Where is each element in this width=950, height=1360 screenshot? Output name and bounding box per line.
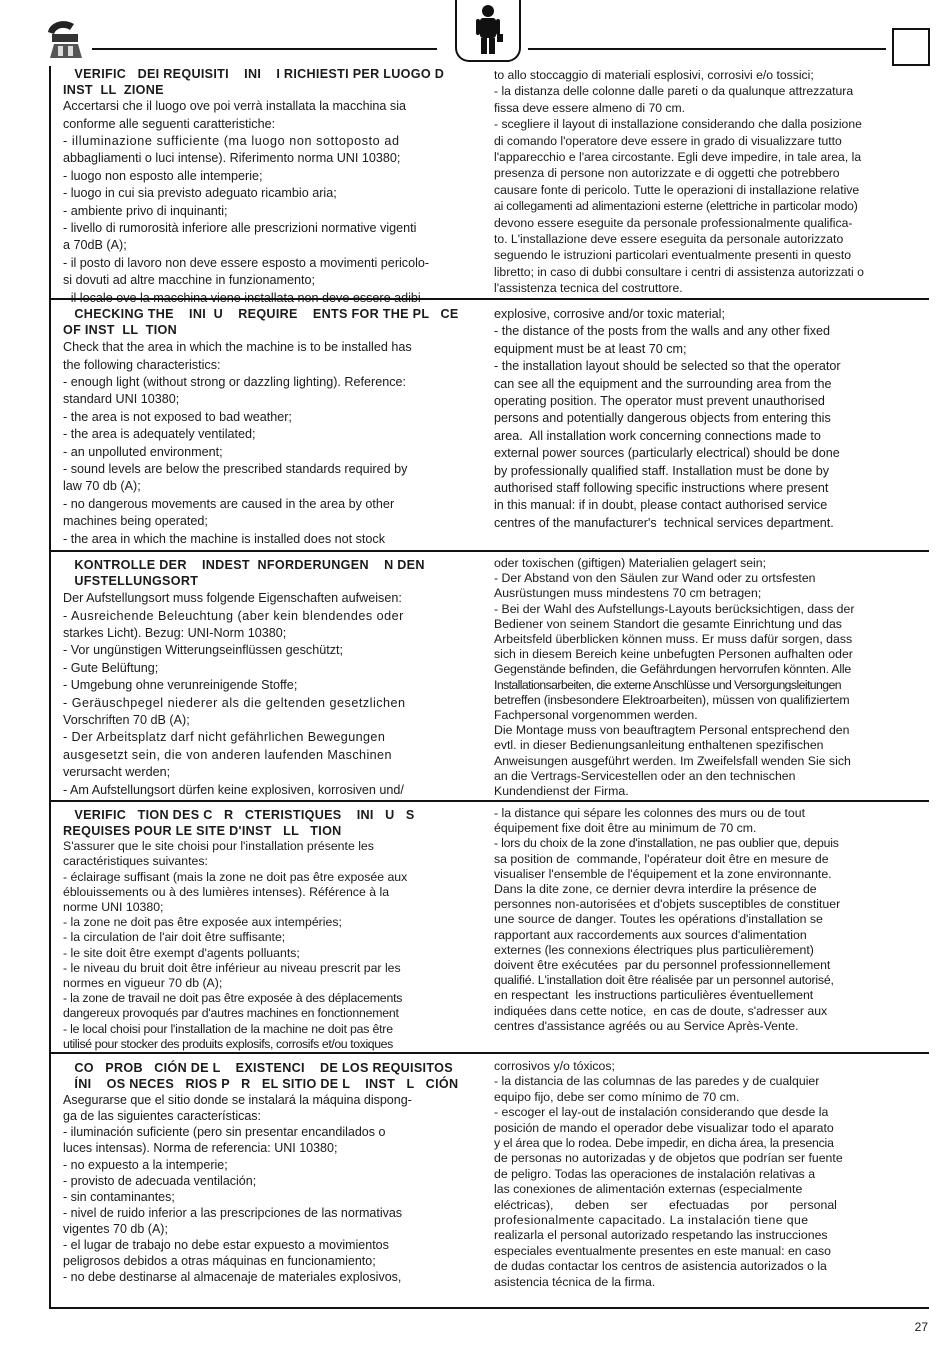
text-line: fissa deve essere almeno di 70 cm. bbox=[494, 100, 686, 115]
section-english-left-column bbox=[63, 307, 483, 548]
text-line: - Gute Belüftung; bbox=[63, 660, 159, 675]
text-line: centres of the manufacturer's technical services department. bbox=[494, 515, 834, 530]
text-line: - la circulation de l'air doit être suffisante; bbox=[63, 930, 286, 945]
text-line: - éclairage suffisant (mais la zone ne doit pas être exposée aux bbox=[63, 869, 408, 884]
text-line: devono essere eseguite da personale professionalmente qualifica- bbox=[494, 215, 853, 230]
text-line: - the installation layout should be selected so that the operator bbox=[494, 359, 841, 374]
text-line: - Der Arbeitsplatz darf nicht gefährlichen Bewegungen bbox=[63, 730, 386, 745]
section-german-right-column bbox=[494, 556, 914, 799]
text-line: seguendo le istruzioni particolari eventualmente presenti in questo bbox=[494, 248, 852, 263]
text-line: - Vor ungünstigen Witterungseinflüssen geschützt; bbox=[63, 643, 344, 658]
text-line: - provisto de adecuada ventilación; bbox=[63, 1173, 257, 1188]
section-title: VERIFIC DEI REQUISITI INI I RICHIESTI PER LUOGO D bbox=[63, 67, 445, 81]
brand-logo-icon bbox=[44, 18, 88, 62]
text-line: doivent être exécutées par du personnel professionnellement bbox=[494, 958, 831, 973]
text-line: - the area is not exposed to bad weather; bbox=[63, 409, 292, 424]
text-line: - enough light (without strong or dazzling lighting). Reference: bbox=[63, 375, 407, 389]
text-line: - sound levels are below the prescribed standards required by bbox=[63, 462, 408, 477]
text-line: Check that the area in which the machine is to be installed has bbox=[63, 340, 412, 355]
text-line: visualiser l'ensemble de l'équipement et la zone environnante. bbox=[494, 866, 832, 881]
text-line: causare fonte di pericolo. Tutte le operazioni di installazione relative bbox=[494, 182, 860, 197]
text-line: explosive, corrosive and/or toxic material; bbox=[494, 307, 725, 321]
text-line: Vorschriften 70 dB (A); bbox=[63, 713, 190, 728]
text-line: sich in diesem Bereich keine unbefugten Personen aufhalten oder bbox=[494, 647, 853, 662]
section-title: CHECKING THE INI U REQUIRE ENTS FOR THE PL CE bbox=[63, 307, 459, 321]
text-line: S'assurer que le site choisi pour l'installation présente les bbox=[63, 839, 374, 854]
text-line: - lors du choix de la zone d'installation, ne pas oublier que, depuis bbox=[494, 836, 839, 851]
text-line: eléctricas), deben ser efectuadas por personal bbox=[494, 1197, 837, 1212]
text-line: Ausrüstungen muss mindestens 70 cm betragen; bbox=[494, 586, 762, 601]
text-line: external power sources (particularly electrical) should be done bbox=[494, 446, 840, 461]
text-line: Asegurarse que el sitio donde se instalará la máquina dispong- bbox=[63, 1093, 412, 1108]
text-line: indiquées dans cette notice, en cas de doute, s'adresser aux bbox=[494, 1003, 828, 1018]
text-line: l'assistenza tecnica del costruttore. bbox=[494, 281, 683, 296]
language-flag-box bbox=[892, 28, 930, 66]
section-french bbox=[51, 802, 929, 1052]
text-line: - Ausreichende Beleuchtung (aber kein blendendes oder bbox=[63, 608, 404, 623]
text-line: the following characteristics: bbox=[63, 357, 221, 372]
header-rule-left bbox=[92, 48, 437, 50]
text-line: caractéristiques suivantes: bbox=[63, 854, 208, 869]
text-line: utilisé pour stocker des produits explosifs, corrosifs et/ou toxiques bbox=[63, 1036, 393, 1051]
section-title: KONTROLLE DER INDEST NFORDERUNGEN N DEN bbox=[63, 558, 425, 572]
text-line: - la zone de travail ne doit pas être exposée à des déplacements bbox=[63, 991, 403, 1006]
text-line: - scegliere il layout di installazione considerando che dalla posizione bbox=[494, 117, 862, 132]
text-line: abbagliamenti o luci intense). Riferimento norma UNI 10380; bbox=[63, 151, 401, 166]
text-line: de personas no autorizadas y de objetos que podrían ser fuente bbox=[494, 1151, 843, 1166]
text-line: realizarla el personal autorizado respetando las instrucciones bbox=[494, 1228, 828, 1243]
text-line: ga de las siguientes características: bbox=[63, 1109, 262, 1124]
text-line: qualifié. L'installation doit être réalisée par un personnel autorisé, bbox=[494, 973, 834, 988]
text-line: - la distanza delle colonne dalle pareti o da qualunque attrezzatura bbox=[494, 84, 854, 99]
text-line: - Der Abstand von den Säulen zur Wand oder zu ortsfesten bbox=[494, 571, 816, 586]
text-line: las conexiones de alimentación externas (especialmente bbox=[494, 1182, 803, 1197]
text-line: profesionalmente capacitado. La instalación tiene que bbox=[494, 1213, 809, 1228]
text-line: Dans la dite zone, ce dernier devra interdire la présence de bbox=[494, 882, 817, 897]
text-line: centres d'assistance agréés ou au Service Après-Vente. bbox=[494, 1018, 799, 1033]
section-title: VERIFIC TION DES C R CTERISTIQUES INI U S bbox=[63, 808, 415, 822]
text-line: authorised staff following specific instructions where present bbox=[494, 481, 829, 496]
text-line: si dovuti ad altre macchine in funzionamento; bbox=[63, 273, 316, 288]
text-line: externes (les connexions électriques plus particulièrement) bbox=[494, 942, 814, 957]
text-line: persons and potentially dangerous objects from entering this bbox=[494, 411, 831, 426]
text-line: corrosivos y/o tóxicos; bbox=[494, 1059, 615, 1073]
text-line: - la zone ne doit pas être exposée aux intempéries; bbox=[63, 915, 342, 930]
text-line: area. All installation work concerning connections made to bbox=[494, 428, 821, 443]
text-line: Bediener von seinem Standort die gesamte Einrichtung und das bbox=[494, 616, 842, 631]
text-line: ausgesetzt sein, die von anderen laufenden Maschinen bbox=[63, 747, 392, 762]
text-line: rapportant aux raccordements aux sources d'alimentation bbox=[494, 927, 807, 942]
text-line: machines being operated; bbox=[63, 514, 208, 529]
text-line: en respectant les instructions particulières éventuellement bbox=[494, 988, 814, 1003]
text-line: - Am Aufstellungsort dürfen keine explosiven, korrosiven und/ bbox=[63, 782, 404, 797]
text-line: - il posto di lavoro non deve essere esposto a movimenti pericolo- bbox=[63, 255, 430, 270]
text-line: - the area in which the machine is installed does not stock bbox=[63, 531, 386, 546]
text-line: especiales eventualmente presentes en este manual: en caso bbox=[494, 1243, 832, 1258]
text-line: di comando l'operatore deve essere in grado di visualizzare tutto bbox=[494, 133, 842, 148]
text-line: verursacht werden; bbox=[63, 765, 171, 780]
text-line: Kundendienst der Firma. bbox=[494, 784, 629, 799]
text-line: standard UNI 10380; bbox=[63, 392, 180, 407]
page-number: 27 bbox=[914, 1320, 928, 1334]
text-line: - an unpolluted environment; bbox=[63, 444, 223, 459]
text-line: to allo stoccaggio di materiali esplosivi, corrosivi e/o tossici; bbox=[494, 68, 814, 82]
text-line: - the area is adequately ventilated; bbox=[63, 427, 256, 442]
text-line: Arbeitsfeld überblicken können muss. Er muss dafür sorgen, dass bbox=[494, 632, 853, 647]
text-line: ai collegamenti ad alimentazioni esterne (elettriche in particolar modo) bbox=[494, 199, 858, 214]
operator-figure-icon bbox=[455, 0, 521, 62]
text-line: Der Aufstellungsort muss folgende Eigenschaften aufweisen: bbox=[63, 591, 402, 606]
section-italian-left-column bbox=[63, 67, 483, 307]
text-line: Die Montage muss von beauftragtem Personal entsprechend den bbox=[494, 723, 850, 738]
text-line: starkes Licht). Bezug: UNI-Norm 10380; bbox=[63, 626, 287, 640]
section-spanish-right-column bbox=[494, 1059, 914, 1290]
section-spanish bbox=[51, 1054, 929, 1306]
text-line: - escoger el lay-out de instalación considerando que desde la bbox=[494, 1105, 829, 1120]
section-spanish-left-column bbox=[63, 1061, 483, 1285]
text-line: - sin contaminantes; bbox=[63, 1189, 175, 1204]
section-french-left-column bbox=[63, 808, 483, 1052]
section-english bbox=[51, 300, 929, 550]
text-line: - livello di rumorosità inferiore alle prescrizioni normative vigenti bbox=[63, 221, 417, 236]
text-line: asistencia técnica de la firma. bbox=[494, 1274, 656, 1289]
text-line: - the distance of the posts from the walls and any other fixed bbox=[494, 324, 831, 339]
text-line: - ambiente privo di inquinanti; bbox=[63, 203, 228, 218]
text-line: vigentes 70 db (A); bbox=[63, 1221, 168, 1236]
text-line: - Geräuschpegel niederer als die geltenden gesetzlichen bbox=[63, 695, 406, 710]
text-line: by professionally qualified staff. Installation must be done by bbox=[494, 463, 830, 478]
text-line: Fachpersonal vorgenommen werden. bbox=[494, 708, 698, 723]
text-line: equipment must be at least 70 cm; bbox=[494, 341, 687, 356]
text-line: - iluminación suficiente (pero sin presentar encandilados o bbox=[63, 1125, 386, 1140]
text-line: - le niveau du bruit doit être inférieur au niveau prescrit par les bbox=[63, 960, 401, 975]
text-line: - luogo in cui sia previsto adeguato ricambio aria; bbox=[63, 186, 337, 201]
text-line: - illuminazione sufficiente (ma luogo non sottoposto ad bbox=[63, 134, 400, 148]
text-line: peligrosos debidos a otras máquinas en funcionamiento; bbox=[63, 1254, 376, 1269]
text-line: équipement fixe doit être au minimum de 70 cm. bbox=[494, 821, 757, 836]
text-line: normes en vigueur 70 db (A); bbox=[63, 976, 223, 991]
text-line: l'apparecchio e l'area circostante. Egli deve impedire, in tale area, la bbox=[494, 150, 862, 165]
text-line: conforme alle seguenti caratteristiche: bbox=[63, 116, 276, 131]
text-line: luces intensas). Norma de referencia: UNI 10380; bbox=[63, 1141, 338, 1156]
text-line: in this manual: if in doubt, please contact authorised service bbox=[494, 498, 828, 513]
text-line: - luogo non esposto alle intemperie; bbox=[63, 168, 263, 183]
text-line: equipo fijo, debe ser como mínimo de 70 cm. bbox=[494, 1089, 740, 1104]
text-line: de peligro. Todas las operaciones de instalación relativas a bbox=[494, 1166, 816, 1181]
text-line: dangereux provoqués par d'autres machines en fonctionnement bbox=[63, 1006, 399, 1021]
text-line: a 70dB (A); bbox=[63, 238, 127, 253]
section-title: REQUISES POUR LE SITE D'INST LL TION bbox=[63, 823, 342, 838]
text-line: Anweisungen ausgeführt werden. Im Zweifelsfall wenden Sie sich bbox=[494, 753, 851, 768]
text-line: une source de danger. Toutes les opérations d'installation se bbox=[494, 912, 823, 927]
text-line: an die Vertrags-Servicestellen oder an den technischen bbox=[494, 768, 796, 783]
text-line: sa position de commande, l'opérateur doit être en mesure de bbox=[494, 851, 829, 866]
frame-bottom-rule bbox=[49, 1307, 929, 1309]
text-line: - no expuesto a la intemperie; bbox=[63, 1157, 228, 1172]
section-title: INST LL ZIONE bbox=[63, 82, 164, 97]
text-line: can see all the equipment and the surrounding area from the bbox=[494, 376, 832, 391]
section-title: CO PROB CIÓN DE L EXISTENCI DE LOS REQUISITOS bbox=[63, 1061, 453, 1075]
section-german bbox=[51, 552, 929, 800]
text-line: Installationsarbeiten, die externe Anschlüsse und Versorgungsleitungen bbox=[494, 677, 841, 692]
text-line: oder toxischen (giftigen) Materialien gelagert sein; bbox=[494, 556, 767, 570]
text-line: Gegenstände befinden, die Gefährdungen hervorrufen könnten. Alle bbox=[494, 662, 852, 677]
text-line: y el área que lo rodea. Debe impedir, en dicha área, la presencia bbox=[494, 1136, 834, 1151]
text-line: law 70 db (A); bbox=[63, 479, 141, 494]
text-line: - la distance qui sépare les colonnes des murs ou de tout bbox=[494, 806, 806, 820]
text-line: - Umgebung ohne verunreinigende Stoffe; bbox=[63, 678, 298, 693]
text-line: - Bei der Wahl des Aufstellungs-Layouts berücksichtigen, dass der bbox=[494, 601, 855, 616]
section-english-right-column bbox=[494, 306, 914, 532]
header-rule-right bbox=[528, 48, 886, 50]
text-line: operating position. The operator must prevent unauthorised bbox=[494, 394, 825, 409]
text-line: de dudas contactar los centros de asistencia autorizados o la bbox=[494, 1259, 827, 1274]
text-line: - no debe destinarse al almacenaje de materiales explosivos, bbox=[63, 1270, 402, 1285]
section-italian-right-column bbox=[494, 67, 914, 297]
text-line: - le site doit être exempt d'agents polluants; bbox=[63, 945, 300, 960]
text-line: evtl. in dieser Bedienungsanleitung enthaltenen spezifischen bbox=[494, 738, 824, 753]
text-line: éblouissements ou à des lumières intenses). Référence à la bbox=[63, 884, 390, 899]
section-french-right-column bbox=[494, 806, 914, 1034]
text-line: norme UNI 10380; bbox=[63, 900, 164, 914]
text-line: libretto; in caso di dubbi consultare i centri di assistenza autorizzati o bbox=[494, 264, 864, 279]
text-line: presenza di persone non autorizzate e di oggetti che potrebbero bbox=[494, 166, 840, 181]
section-german-left-column bbox=[63, 558, 483, 799]
text-line: - le local choisi pour l'installation de la machine ne doit pas être bbox=[63, 1021, 393, 1036]
section-title: OF INST LL TION bbox=[63, 322, 178, 337]
section-title: ÍNI OS NECES RIOS P R EL SITIO DE L INST L CIÓN bbox=[63, 1076, 459, 1091]
text-line: - el lugar de trabajo no debe estar expuesto a movimientos bbox=[63, 1238, 389, 1253]
text-line: to. L'installazione deve essere eseguita da personale autorizzato bbox=[494, 232, 844, 247]
section-italian bbox=[51, 66, 929, 298]
text-line: betreffen (insbesondere Elektroarbeiten), müssen von qualifiziertem bbox=[494, 692, 850, 707]
text-line: - nivel de ruido inferior a las prescripciones de las normativas bbox=[63, 1205, 403, 1220]
text-line: posición de mando el operador debe visualizar todo el aparato bbox=[494, 1120, 834, 1135]
text-line: - no dangerous movements are caused in the area by other bbox=[63, 496, 395, 511]
text-line: - la distancia de las columnas de las paredes y de cualquier bbox=[494, 1074, 820, 1089]
text-line: personnes non-autorisées et d'objets susceptibles de constituer bbox=[494, 897, 841, 912]
section-title: UFSTELLUNGSORT bbox=[63, 573, 199, 588]
text-line: Accertarsi che il luogo ove poi verrà installata la macchina sia bbox=[63, 99, 406, 114]
